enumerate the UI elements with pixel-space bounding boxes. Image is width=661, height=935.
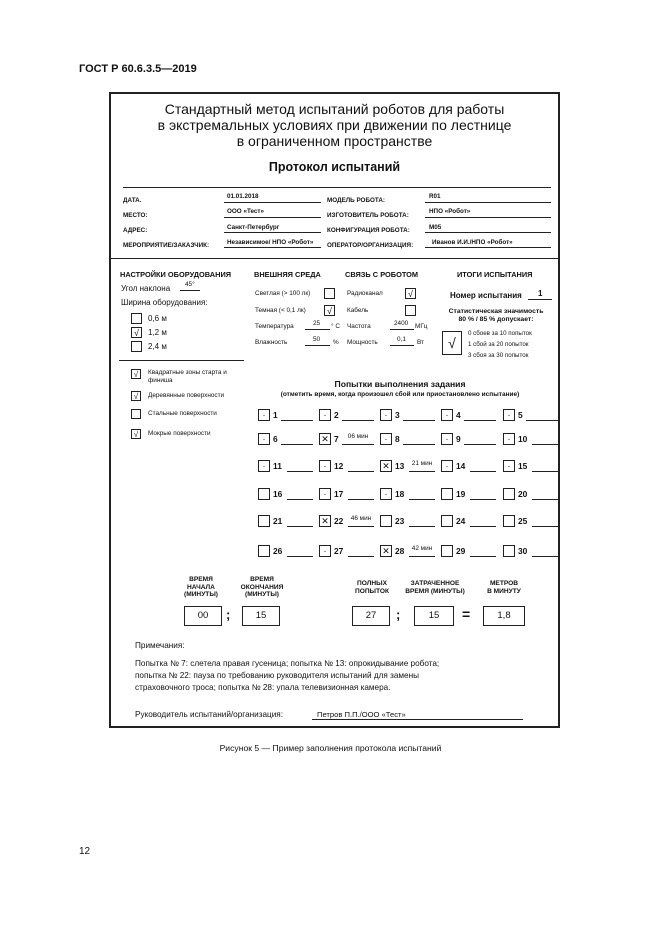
attempt-time-line [342,420,374,421]
title-line: в экстремальных условиях при движении по лестнице [157,117,512,133]
equals-sign: = [462,606,471,622]
attempt-time-line [532,499,558,500]
maker-label: ИЗГОТОВИТЕЛЬ РОБОТА: [327,212,409,219]
surface-checkbox[interactable]: √ [131,429,141,439]
model-label: МОДЕЛЬ РОБОТА: [327,197,385,204]
attempt-checkbox[interactable] [380,515,392,527]
spent-label [396,580,474,595]
attempt-time-line [403,420,435,421]
humidity-value: 50 [313,336,321,343]
attempt-cell [380,409,438,423]
attempt-number: 8 [395,434,400,444]
power-label: Мощность [347,339,378,346]
attempt-number: 14 [456,461,466,471]
stat-line-1: Статистическая значимость [448,308,544,315]
surface-label: Мокрые поверхности [148,430,211,437]
attempt-number: 23 [395,516,405,526]
attempt-checkbox[interactable]: · [258,409,270,421]
start-label-line: (МИНУТЫ) [184,591,218,599]
attempt-number: 18 [395,489,405,499]
temp-value: 25 [313,320,321,327]
attempt-failure-time: 46 мин [350,515,372,522]
width-option-label: 0,6 м [148,314,167,323]
attempt-number: 20 [518,489,528,499]
attempt-cell [503,460,561,474]
attempt-time-line [464,444,496,445]
radio-label: Радиоканал [347,290,383,297]
attempt-number: 12 [334,461,344,471]
environment-heading: ВНЕШНЯЯ СРЕДА [254,270,321,279]
attempt-number: 9 [456,434,461,444]
attempt-number: 24 [456,516,466,526]
width-checkbox[interactable]: √ [131,327,142,338]
attempt-cell [441,433,499,447]
full-attempts-box[interactable]: 27 [352,606,390,626]
attempt-cell [441,488,499,502]
surface-checkbox[interactable] [131,409,141,419]
width-checkbox[interactable] [131,341,142,352]
attempt-time-line [409,526,435,527]
rate-label-line: МЕТРОВ [489,580,519,587]
model-value: R01 [429,193,441,200]
attempt-number: 22 [334,516,344,526]
maker-line [425,217,551,218]
attempt-cell [441,515,499,529]
attempt-checkbox[interactable]: ✕ [380,545,392,557]
form-title [111,101,558,149]
attempt-cell [380,515,438,529]
attempt-time-line [470,526,496,527]
notes-line: страховочного троса; попытка № 28: упала телевизионная камера. [135,683,391,692]
temp-unit: ° С [331,323,340,330]
supervisor-value: Петров П.П./ООО «Тест» [317,710,406,719]
attempt-checkbox[interactable]: · [503,460,515,472]
place-line [224,217,321,218]
attempt-checkbox[interactable]: · [441,460,453,472]
attempt-time-line [409,499,435,500]
freq-label: Частота [347,323,371,330]
humidity-label: Влажность [255,339,288,346]
attempt-number: 2 [334,410,339,420]
stat-option: 1 сбой за 20 попыток [468,341,529,348]
operator-line [425,247,551,248]
attempt-cell [380,433,438,447]
attempt-number: 26 [273,546,283,556]
attempt-number: 13 [395,461,405,471]
rate-label [478,580,530,595]
attempt-time-line [287,499,313,500]
attempt-number: 16 [273,489,283,499]
equipment-divider [119,360,244,361]
link-heading: СВЯЗЬ С РОБОТОМ [345,270,419,279]
attempt-number: 19 [456,489,466,499]
config-line [425,232,551,233]
test-no-value: 1 [538,289,543,298]
full-label-line: ПОПЫТОК [354,587,390,595]
attempt-cell [380,488,438,502]
attempt-checkbox[interactable] [258,545,270,557]
attempt-failure-time: 06 мин [347,433,369,440]
attempt-cell [319,488,377,502]
attempt-number: 6 [273,434,278,444]
attempt-number: 30 [518,546,528,556]
attempt-cell [503,545,561,559]
attempt-cell [441,460,499,474]
maker-value: НПО «Робот» [429,208,471,215]
freq-unit: МГц [415,323,428,330]
place-label: МЕСТО: [123,212,148,219]
attempt-cell [258,433,316,447]
attempt-time-line [281,444,313,445]
attempt-checkbox[interactable]: · [319,460,331,472]
attempts-subheading: (отметить время, когда произошел сбой или приостановлено испытание) [280,391,520,398]
freq-line [390,329,414,330]
start-label [176,576,226,599]
spent-label-line: ВРЕМЯ (МИНУТЫ) [405,587,465,595]
page-number: 12 [79,846,91,857]
full-label-line: ПОЛНЫХ [357,580,387,587]
surface-checkbox[interactable]: √ [131,369,141,379]
attempt-time-line [287,526,313,527]
attempt-checkbox[interactable] [441,515,453,527]
attempt-cell [319,460,377,474]
attempt-checkbox[interactable]: · [319,488,331,500]
attempt-cell [441,545,499,559]
attempt-time-line [464,420,496,421]
end-label-line: ВРЕМЯ [250,576,274,583]
attempt-cell [503,433,561,447]
config-value: М05 [429,224,442,231]
freq-value: 2400 [394,320,409,327]
surface-label: Стальные поверхности [148,410,217,417]
attempt-checkbox[interactable]: · [380,433,392,445]
attempt-time-line [526,420,558,421]
form-subtitle: Протокол испытаний [268,160,401,174]
attempt-number: 27 [334,546,344,556]
surface-checkbox[interactable]: √ [131,391,141,401]
attempt-number: 15 [518,461,528,471]
humidity-line [305,345,330,346]
attempt-time-line [470,499,496,500]
attempt-time-line [532,471,558,472]
title-line: в ограниченном пространстве [236,133,433,149]
radio-checkbox[interactable]: √ [405,288,416,299]
operator-value: Иванов И.И./НПО «Робот» [432,239,513,246]
attempt-cell [380,545,438,559]
dark-checkbox[interactable]: √ [324,305,335,316]
attempt-number: 1 [273,410,278,420]
attempt-time-line [409,556,435,557]
notes-line: попытка № 22: пауза по требованию руководителя испытаний для замены [135,671,420,680]
attempt-checkbox[interactable]: · [441,409,453,421]
rate-box[interactable]: 1,8 [483,606,525,626]
attempt-number: 25 [518,516,528,526]
attempt-number: 7 [334,434,339,444]
start-label-line: ВРЕМЯ [189,576,213,583]
stat-line-2: 80 % / 85 % допускает: [458,316,534,323]
attempt-cell [503,515,561,529]
standard-header: ГОСТ Р 60.6.3.5—2019 [79,63,197,75]
operator-label: ОПЕРАТОР/ОРГАНИЗАЦИЯ: [327,242,414,249]
attempt-cell [319,515,377,529]
attempt-number: 17 [334,489,344,499]
full-label [348,580,396,595]
attempt-number: 3 [395,410,400,420]
attempt-checkbox[interactable] [441,488,453,500]
attempt-cell [319,433,377,447]
stat-option: 3 сбоя за 30 попыток [468,352,529,359]
attempt-time-line [532,556,558,557]
attempt-time-line [287,556,313,557]
supervisor-line [312,719,523,720]
attempt-checkbox[interactable]: · [503,409,515,421]
equipment-heading: НАСТРОЙКИ ОБОРУДОВАНИЯ [120,270,232,279]
width-label: Ширина оборудования: [121,298,208,307]
test-no-label: Номер испытания [450,291,522,300]
attempt-checkbox[interactable]: ✕ [319,433,331,445]
attempt-time-line [281,420,313,421]
address-value: Санкт-Петербург [227,224,280,231]
slope-line [180,290,200,291]
spent-time-box[interactable]: 15 [414,606,454,626]
address-label: АДРЕС: [123,227,148,234]
attempts-heading: Попытки выполнения задания [334,379,466,389]
figure-caption: Рисунок 5 — Пример заполнения протокола испытаний [219,743,442,753]
slope-value: 45° [185,281,195,288]
rate-label-line: В МИНУТУ [487,587,521,595]
customer-value: Независимое/ НПО «Робот» [227,239,314,246]
attempt-time-line [348,471,374,472]
info-top-rule [123,187,551,188]
attempt-checkbox[interactable]: ✕ [380,460,392,472]
attempt-checkbox[interactable] [503,515,515,527]
power-unit: Вт [417,339,424,346]
attempt-number: 21 [273,516,283,526]
light-checkbox[interactable] [324,288,335,299]
width-option-label: 1,2 м [148,328,167,337]
supervisor-label: Руководитель испытаний/организация: [135,710,284,719]
attempt-time-line [287,471,313,472]
attempt-cell [258,488,316,502]
attempt-cell [319,409,377,423]
info-bottom-rule [111,258,558,259]
attempt-time-line [342,444,374,445]
attempt-number: 28 [395,546,405,556]
temp-line [305,329,330,330]
date-line [224,202,321,203]
end-label-line: ОКОНЧАНИЯ [240,583,284,591]
attempt-cell [258,545,316,559]
attempt-number: 11 [273,461,282,471]
power-line [390,345,414,346]
attempt-time-line [470,556,496,557]
attempt-failure-time: 42 мин [411,545,433,552]
test-no-line [528,299,552,300]
attempt-checkbox[interactable]: · [503,433,515,445]
model-line [425,202,551,203]
dark-label: Темная (< 0,1 лк) [255,307,306,314]
attempt-checkbox[interactable]: · [319,409,331,421]
slope-label: Угол наклона [121,284,171,293]
attempt-checkbox[interactable] [441,545,453,557]
humidity-unit: % [333,339,339,346]
start-label-line: НАЧАЛА [187,583,215,591]
attempt-time-line [348,499,374,500]
attempt-checkbox[interactable]: · [380,409,392,421]
stat-option: 0 сбоев за 10 попыток [468,330,532,337]
attempt-checkbox[interactable]: · [441,433,453,445]
attempt-checkbox[interactable] [503,545,515,557]
address-line [224,232,321,233]
end-label [232,576,292,599]
width-checkbox[interactable] [131,313,142,324]
power-value: 0,1 [397,336,406,343]
width-option-label: 2,4 м [148,342,167,351]
attempt-failure-time: 21 мин [411,460,433,467]
title-line: Стандартный метод испытаний роботов для работы [164,101,505,117]
attempt-checkbox[interactable] [258,488,270,500]
attempt-checkbox[interactable]: · [319,545,331,557]
attempt-time-line [532,526,558,527]
surface-label: Квадратные зоны старта и финиша [148,369,227,384]
end-label-line: (МИНУТЫ) [245,591,279,599]
attempt-checkbox[interactable]: · [258,460,270,472]
end-time-box[interactable]: 15 [242,606,280,626]
attempt-cell [503,409,561,423]
spent-label-line: ЗАТРАЧЕННОЕ [410,580,460,587]
attempt-time-line [409,471,435,472]
attempt-checkbox[interactable] [503,488,515,500]
attempt-checkbox[interactable] [258,515,270,527]
attempt-checkbox[interactable]: ✕ [319,515,331,527]
attempt-number: 29 [456,546,466,556]
attempt-cell [319,545,377,559]
attempt-cell [258,409,316,423]
start-time-box[interactable]: 00 [184,606,222,626]
separator: ; [396,607,401,622]
attempt-time-line [403,444,435,445]
stat-checkbox[interactable]: √ [442,331,462,355]
attempt-time-line [470,471,496,472]
separator: ; [226,607,231,622]
customer-line [224,247,321,248]
date-value: 01.01.2018 [227,193,259,200]
attempt-time-line [348,556,374,557]
place-value: ООО «Тест» [227,208,264,215]
notes-heading: Примечания: [135,641,185,650]
attempt-number: 10 [518,434,528,444]
light-label: Светлая (> 100 лк) [255,290,311,297]
attempt-number: 4 [456,410,461,420]
attempt-cell [441,409,499,423]
attempt-time-line [532,444,558,445]
attempt-cell [380,460,438,474]
config-label: КОНФИГУРАЦИЯ РОБОТА: [327,227,410,234]
attempt-number: 5 [518,410,523,420]
date-label: ДАТА. [123,197,142,204]
temp-label: Температура [255,323,294,330]
attempt-checkbox[interactable]: · [380,488,392,500]
attempt-checkbox[interactable]: · [258,433,270,445]
attempt-cell [258,460,316,474]
customer-label: МЕРОПРИЯТИЕ/ЗАКАЗЧИК: [123,242,210,249]
cable-label: Кабель [347,307,369,314]
attempt-cell [503,488,561,502]
results-heading: ИТОГИ ИСПЫТАНИЯ [457,270,533,279]
attempt-cell [258,515,316,529]
attempt-time-line [348,526,374,527]
notes-line: Попытка № 7: слетела правая гусеница; попытка № 13: опрокидывание робота; [135,659,440,668]
surface-label: Деревянные поверхности [148,392,225,399]
cable-checkbox[interactable] [405,305,416,316]
